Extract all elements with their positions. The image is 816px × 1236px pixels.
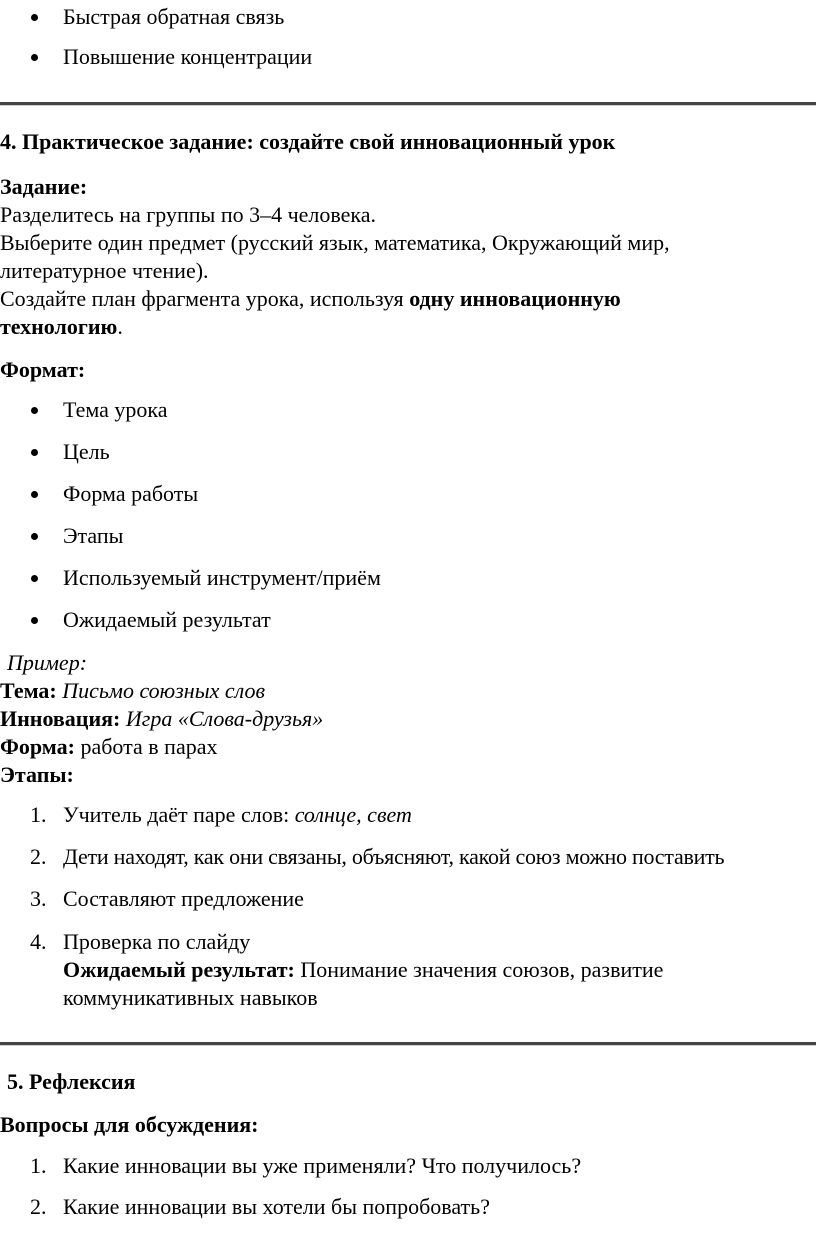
section-divider <box>0 102 816 106</box>
task-text: . <box>117 314 123 339</box>
form-label: Форма: <box>0 734 75 759</box>
task-line: литературное чтение). <box>0 258 209 283</box>
list-item-text: Какие инновации вы хотели бы попробовать? <box>63 1194 490 1219</box>
list-number: 2. <box>30 1194 47 1219</box>
list-number: 3. <box>30 886 47 911</box>
bullet-icon <box>31 407 38 414</box>
questions-label: Вопросы для обсуждения: <box>0 1112 259 1137</box>
section-4-heading: 4. Практическое задание: создайте свой инновационный урок <box>0 129 616 154</box>
task-text: Создайте план фрагмента урока, используя <box>0 286 410 311</box>
innovation-label: Инновация: <box>0 706 121 731</box>
task-emphasis: технологию <box>0 314 118 339</box>
bullet-icon <box>31 14 38 21</box>
section-divider <box>0 1042 816 1046</box>
expected-result <box>63 956 663 984</box>
task-line: Разделитесь на группы по 3–4 человека. <box>0 202 377 227</box>
example-innovation <box>0 705 323 733</box>
list-item-text: Тема урока <box>63 397 168 422</box>
list-item-text: Ожидаемый результат <box>63 607 271 632</box>
form-value: работа в парах <box>80 734 218 759</box>
list-number: 2. <box>30 844 47 869</box>
theme-value: Письмо союзных слов <box>62 678 266 703</box>
bullet-icon <box>31 575 38 582</box>
bullet-icon <box>31 449 38 456</box>
list-item-text: Используемый инструмент/приём <box>63 565 381 590</box>
stages-label: Этапы: <box>0 762 74 787</box>
result-label: Ожидаемый результат: <box>63 957 295 982</box>
list-item-text: Форма работы <box>63 481 199 506</box>
bullet-icon <box>31 533 38 540</box>
theme-label: Тема: <box>0 678 57 703</box>
task-line <box>0 285 621 313</box>
result-value: Понимание значения союзов, развитие <box>300 957 664 982</box>
list-item-text: Проверка по слайду <box>63 929 251 954</box>
innovation-value: Игра «Слова-друзья» <box>125 706 324 731</box>
list-item-text: Повышение концентрации <box>63 44 313 69</box>
list-number: 4. <box>30 929 47 954</box>
list-item-text: Цель <box>63 439 110 464</box>
list-item-text: Учитель даёт паре слов: солнце, свет <box>63 802 412 827</box>
section-5-heading: 5. Рефлексия <box>7 1069 136 1094</box>
example-form <box>0 733 217 761</box>
list-item-text: Дети находят, как они связаны, объясняют, какой союз можно поставить <box>63 844 725 869</box>
task-emphasis: одну инновационную <box>409 286 621 311</box>
bullet-icon <box>31 54 38 61</box>
example-label: Пример: <box>7 650 88 675</box>
format-label: Формат: <box>0 357 86 382</box>
list-item-text: Составляют предложение <box>63 886 304 911</box>
task-line: Выберите один предмет (русский язык, математика, Окружающий мир, <box>0 230 670 255</box>
list-number: 1. <box>30 802 47 827</box>
list-number: 1. <box>30 1153 47 1178</box>
bullet-icon <box>31 617 38 624</box>
list-item-text: Быстрая обратная связь <box>63 4 285 29</box>
example-theme <box>0 677 265 705</box>
list-item-text: Этапы <box>63 523 124 548</box>
task-line <box>0 313 123 341</box>
list-item-text: Какие инновации вы уже применяли? Что получилось? <box>63 1153 582 1178</box>
result-value-continued: коммуникативных навыков <box>63 985 318 1010</box>
task-label: Задание: <box>0 174 88 199</box>
bullet-icon <box>31 491 38 498</box>
